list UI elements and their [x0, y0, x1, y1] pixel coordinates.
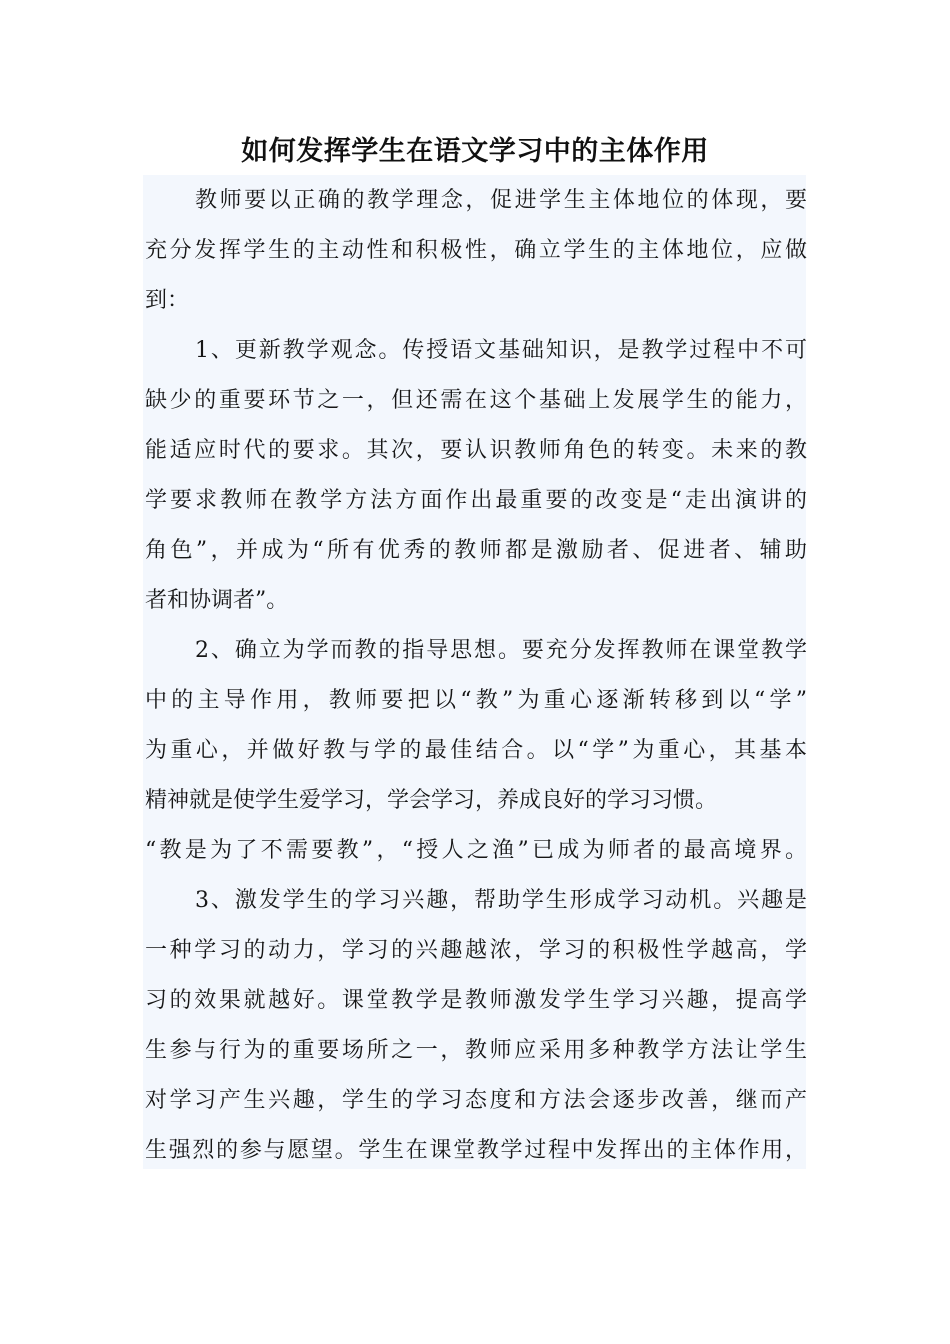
- paragraph-line: 一种学习的动力，学习的兴趣越浓，学习的积极性学越高，学: [145, 938, 807, 963]
- paragraph-line: 角色”，并成为“所有优秀的教师都是激励者、促进者、辅助: [145, 538, 807, 563]
- paragraph-line: 对学习产生兴趣，学生的学习态度和方法会逐步改善，继而产: [145, 1088, 807, 1113]
- paragraph-line: 2、确立为学而教的指导思想。要充分发挥教师在课堂教学: [195, 638, 807, 663]
- paragraph-line: 中的主导作用，教师要把以“教”为重心逐渐转移到以“学”: [145, 688, 807, 713]
- paragraph-line: 缺少的重要环节之一，但还需在这个基础上发展学生的能力，: [145, 388, 807, 413]
- paragraph-line: 生强烈的参与愿望。学生在课堂教学过程中发挥出的主体作用，: [145, 1138, 807, 1163]
- paragraph-line: 到：: [145, 288, 190, 313]
- paragraph-line: 为重心，并做好教与学的最佳结合。以“学”为重心，其基本: [145, 738, 807, 763]
- paragraph-line: 能适应时代的要求。其次，要认识教师角色的转变。未来的教: [145, 438, 807, 463]
- paragraph-line: 学要求教师在教学方法方面作出最重要的改变是“走出演讲的: [145, 488, 807, 513]
- paragraph-line: 者和协调者”。: [145, 588, 289, 613]
- paragraph-line: 习的效果就越好。课堂教学是教师激发学生学习兴趣，提高学: [145, 988, 807, 1013]
- paragraph-line: 1、更新教学观念。传授语文基础知识，是教学过程中不可: [195, 338, 807, 363]
- paragraph-line: 教师要以正确的教学理念，促进学生主体地位的体现，要: [195, 188, 807, 213]
- paragraph-line: 生参与行为的重要场所之一，教师应采用多种教学方法让学生: [145, 1038, 807, 1063]
- paragraph-line: 充分发挥学生的主动性和积极性，确立学生的主体地位，应做: [145, 238, 807, 263]
- document-title: 如何发挥学生在语文学习中的主体作用: [241, 136, 709, 167]
- paragraph-line: “教是为了不需要教”，“授人之渔”已成为师者的最高境界。: [145, 838, 807, 863]
- paragraph-line: 3、激发学生的学习兴趣，帮助学生形成学习动机。兴趣是: [195, 888, 807, 913]
- paragraph-line: 精神就是使学生爱学习，学会学习，养成良好的学习习惯。: [145, 788, 718, 813]
